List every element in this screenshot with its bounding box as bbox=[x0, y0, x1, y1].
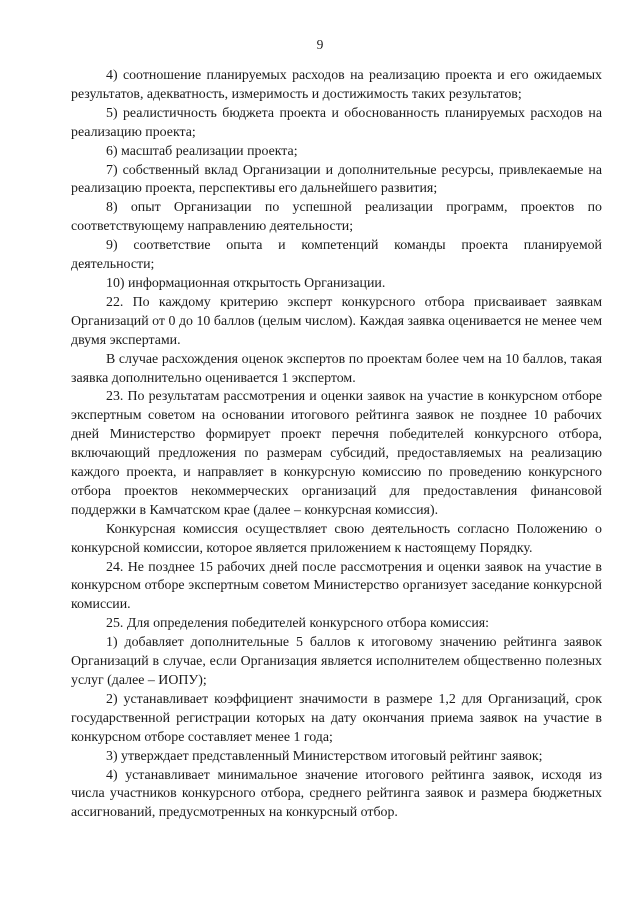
criterion-8-paragraph: 8) опыт Организации по успешной реализации программ, проектов по соответствующему направлению деятельности; bbox=[71, 200, 602, 235]
clause-23-paragraph: 23. По результатам рассмотрения и оценки заявок на участие в конкурсном отборе экспертным советом на основании итогового рейтинга заявок не позднее 10 рабочих дней Министерство формирует проект перечня победителей конкурсного отбора, включающий предложения по размерам субсидий, предоставляемых на реализацию каждого проекта, и направляет в конкурсную комиссию по проведению конкурсного отбора проектов некоммерческих организаций для предоставления финансовой поддержки в Камчатском крае (далее – конкурсная комиссия). bbox=[71, 389, 602, 518]
clause-25-item-2-paragraph: 2) устанавливает коэффициент значимости в размере 1,2 для Организаций, срок государственной регистрации которых на дату окончания приема заявок на участие в конкурсном отборе составляет менее 1 года; bbox=[71, 691, 602, 745]
criterion-4-paragraph: 4) соотношение планируемых расходов на реализацию проекта и его ожидаемых результатов, адекватность, измеримость и достижимость таких результатов; bbox=[71, 68, 602, 102]
criterion-9-paragraph: 9) соответствие опыта и компетенций команды проекта планируемой деятельности; bbox=[71, 238, 602, 273]
clause-23-note-paragraph: Конкурсная комиссия осуществляет свою деятельность согласно Положению о конкурсной комиссии, которое является приложением к настоящему Порядку. bbox=[71, 521, 602, 556]
document-body bbox=[71, 67, 602, 823]
clause-24-paragraph: 24. Не позднее 15 рабочих дней после рассмотрения и оценки заявок на участие в конкурсном отборе экспертным советом Министерство организует заседание конкурсной комиссии. bbox=[71, 559, 602, 613]
criterion-7-paragraph: 7) собственный вклад Организации и дополнительные ресурсы, привлекаемые на реализацию проекта, перспективы его дальнейшего развития; bbox=[71, 162, 602, 197]
page-number: 9 bbox=[316, 37, 324, 52]
clause-25-paragraph: 25. Для определения победителей конкурсного отбора комиссия: bbox=[106, 616, 490, 632]
clause-25-item-3-paragraph: 3) утверждает представленный Министерством итоговый рейтинг заявок; bbox=[106, 748, 543, 764]
clause-25-item-4-paragraph: 4) устанавливает минимальное значение итогового рейтинга заявок, исходя из числа участников конкурсного отбора, среднего рейтинга заявок и размера бюджетных ассигнований, предусмотренных на конкурсный отбор. bbox=[71, 767, 602, 821]
criterion-5-paragraph: 5) реалистичность бюджета проекта и обоснованность планируемых расходов на реализацию проекта; bbox=[71, 105, 602, 140]
clause-25-item-1-paragraph: 1) добавляет дополнительные 5 баллов к итоговому значению рейтинга заявок Организаций в случае, если Организация является исполнителем общественно полезных услуг (далее – ИОПУ); bbox=[71, 635, 602, 688]
clause-22-paragraph: 22. По каждому критерию эксперт конкурсного отбора присваивает заявкам Организаций от 0 до 10 баллов (целым числом). Каждая заявка оценивается не менее чем двумя экспертами. bbox=[71, 294, 602, 348]
criterion-10-paragraph: 10) информационная открытость Организации. bbox=[106, 275, 386, 291]
clause-22-note-paragraph: В случае расхождения оценок экспертов по проектам более чем на 10 баллов, такая заявка дополнительно оценивается 1 экспертом. bbox=[71, 351, 602, 386]
criterion-6-paragraph: 6) масштаб реализации проекта; bbox=[106, 143, 298, 159]
